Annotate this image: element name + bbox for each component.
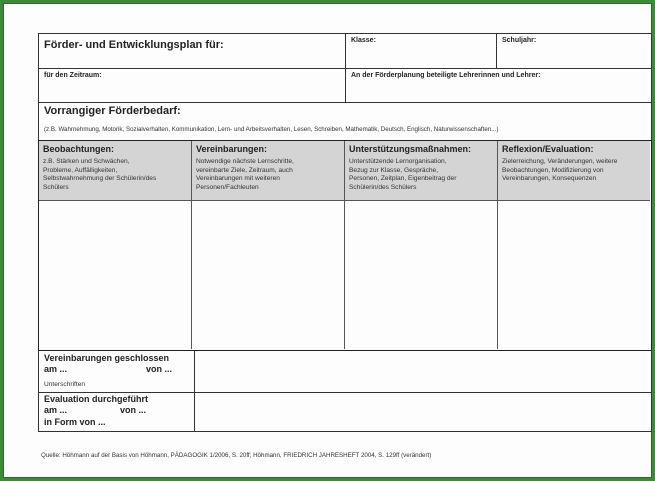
column-header — [39, 141, 191, 201]
column-reflexion — [498, 141, 650, 349]
period-row — [38, 68, 652, 103]
needs-row[interactable] — [38, 102, 652, 141]
desc-line: Schülerin/des Schülers — [349, 183, 417, 191]
column-title: Reflexion/Evaluation: — [502, 144, 594, 154]
column-beobachtungen — [39, 141, 192, 349]
column-body[interactable] — [39, 201, 191, 349]
desc-line: Vereinbarungen, Konsequenzen — [502, 175, 597, 183]
plan-title-cell[interactable] — [38, 33, 346, 69]
needs-title: Vorrangiger Förderbedarf: — [44, 105, 181, 117]
column-vereinbarungen — [192, 141, 345, 349]
evaluation-line1: Evaluation durchgeführt — [44, 394, 149, 404]
column-body[interactable] — [192, 201, 344, 349]
desc-line: z.B. Stärken und Schwächen, — [43, 158, 130, 165]
evaluation-form: in Form von ... — [44, 417, 106, 427]
evaluation-von: von ... — [120, 405, 147, 415]
signatures-label: Unterschriften — [44, 381, 86, 388]
desc-line: Zielerreichung, Veränderungen, weitere — [502, 158, 618, 165]
column-title: Vereinbarungen: — [196, 144, 268, 154]
column-body[interactable] — [498, 201, 650, 349]
evaluation-row — [38, 392, 652, 432]
zeitraum-cell[interactable] — [38, 68, 346, 103]
desc-line: Vereinbarungen mit weiteren — [196, 175, 280, 183]
desc-line: Personen, Zeitplan, Eigenbeitrag der — [349, 175, 457, 183]
desc-line: Notwendige nächste Lernschritte, — [196, 158, 294, 165]
desc-line: Selbstwahrnehmung der Schülerin/des — [43, 175, 157, 183]
column-body[interactable] — [345, 201, 497, 349]
needs-hint: (z.B. Wahrnehmung, Motorik, Sozialverhalten, Kommunikation, Lern- und Arbeitsverhalten, Lesen, Schreiben, Mathematik, Deutsch, Englisch, Naturwissenschaften...) — [44, 126, 499, 133]
column-header — [498, 141, 650, 201]
evaluation-notes-area[interactable] — [194, 392, 652, 432]
agreements-von: von ... — [146, 364, 173, 374]
agreements-row — [38, 350, 652, 393]
schuljahr-label: Schuljahr: — [502, 37, 537, 44]
column-description — [349, 158, 493, 192]
column-title: Unterstützungsmaßnahmen: — [349, 144, 472, 154]
column-title: Beobachtungen: — [43, 144, 114, 154]
document-page — [3, 3, 652, 478]
column-description — [196, 158, 340, 192]
desc-line: Bezug zur Klasse, Gespräche, — [349, 166, 439, 174]
desc-line: vereinbarte Ziele, Zeitraum, auch — [196, 166, 293, 174]
lehrer-cell[interactable] — [345, 68, 652, 103]
desc-line: Schülers — [43, 183, 69, 191]
column-header — [192, 141, 344, 201]
agreements-am: am ... — [44, 364, 68, 374]
agreements-label-cell — [38, 350, 195, 393]
main-grid — [38, 140, 652, 351]
agreements-line1: Vereinbarungen geschlossen — [44, 353, 170, 363]
desc-line: Beobachtungen, Modifizierung von — [502, 166, 604, 174]
evaluation-am: am ... — [44, 405, 68, 415]
desc-line: Personen/Fachleuten — [196, 183, 259, 191]
klasse-cell[interactable] — [345, 33, 497, 69]
column-header — [345, 141, 497, 201]
column-description — [502, 158, 646, 184]
plan-title: Förder- und Entwicklungsplan für: — [44, 39, 224, 51]
zeitraum-label: für den Zeitraum: — [44, 72, 102, 79]
column-unterstuetzung — [345, 141, 498, 349]
agreements-signature-area[interactable] — [194, 350, 652, 393]
column-description — [43, 158, 187, 192]
evaluation-label-cell — [38, 392, 195, 432]
desc-line: Unterstützende Lernorganisation, — [349, 158, 447, 165]
desc-line: Probleme, Auffälligkeiten, — [43, 166, 118, 174]
header-row — [38, 33, 652, 69]
lehrer-label: An der Förderplanung beteiligte Lehrerinnen und Lehrer: — [351, 72, 541, 79]
schuljahr-cell[interactable] — [496, 33, 652, 69]
klasse-label: Klasse: — [351, 37, 376, 44]
source-caption: Quelle: Höhmann auf der Basis von Höhmann, PÄDAGOGIK 1/2006, S. 20ff; Höhmann, FRIEDRICH JAHRESHEFT 2004, S. 129ff (verändert) — [41, 452, 432, 459]
